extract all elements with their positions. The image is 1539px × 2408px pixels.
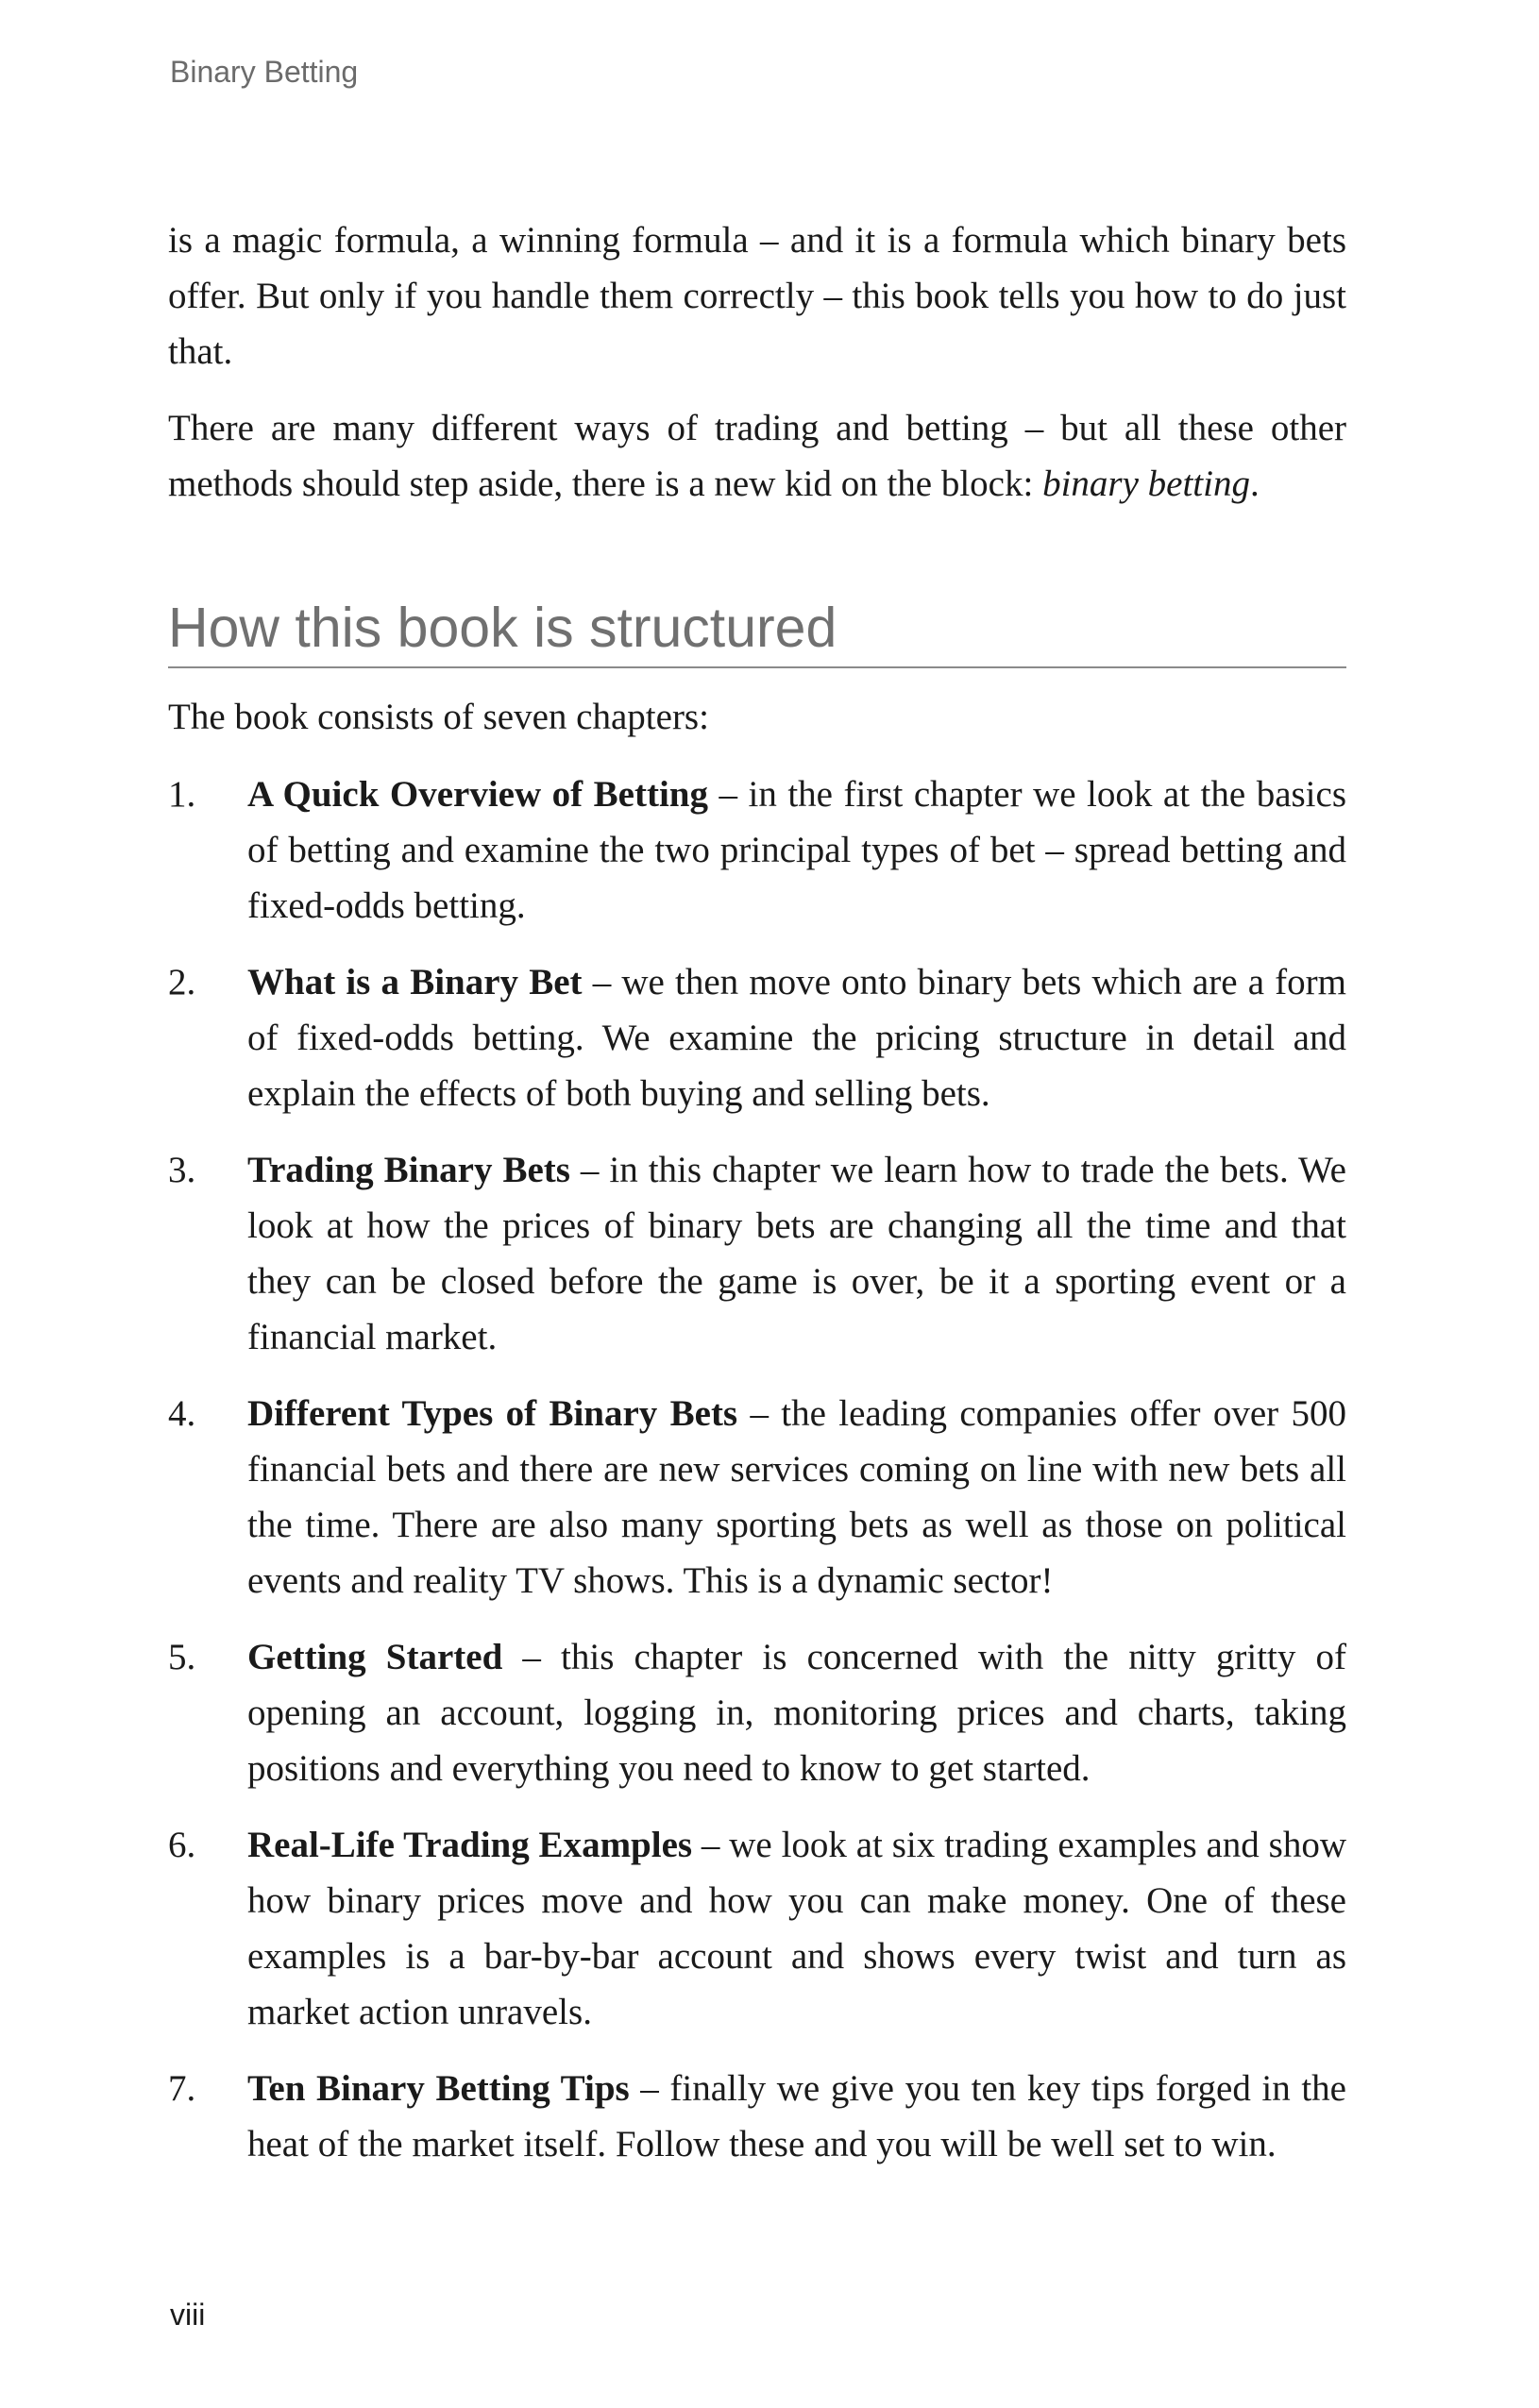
list-item-number: 7. <box>168 2068 196 2109</box>
chapter-title: Real-Life Trading Examples <box>247 1825 693 1865</box>
list-item <box>168 1817 1346 2040</box>
list-item-number: 1. <box>168 774 196 815</box>
intro-paragraph-2-text: There are many different ways of trading and betting – but all these other methods should step aside, there is a new kid on the block: <box>168 408 1346 504</box>
chapter-description: – this chapter is concerned with the nitty gritty of opening an account, logging in, monitoring prices and charts, taking positions and everything you need to know to get started. <box>247 1637 1346 1789</box>
chapter-title: Trading Binary Bets <box>247 1150 570 1190</box>
list-item-text <box>247 1817 1346 2040</box>
list-item-number: 4. <box>168 1393 196 1434</box>
intro-paragraph-1: is a magic formula, a winning formula – and it is a formula which binary bets offer. But only if you handle them correctly – this book tells you how to do just that. <box>168 220 1346 372</box>
list-item-number: 6. <box>168 1825 196 1865</box>
chapter-title: A Quick Overview of Betting <box>247 774 708 815</box>
list-item-text <box>247 1386 1346 1608</box>
list-item <box>168 1386 1346 1608</box>
running-header: Binary Betting <box>170 55 359 89</box>
list-item <box>168 766 1346 934</box>
list-item <box>168 1629 1346 1796</box>
chapter-title: What is a Binary Bet <box>247 962 583 1002</box>
intro-paragraph-2 <box>168 400 1346 512</box>
chapter-description: – in the first chapter we look at the basics of betting and examine the two principal types of bet – spread betting and fixed-odds betting. <box>247 774 1347 926</box>
list-item-text <box>247 766 1346 934</box>
chapter-description: – we then move onto binary bets which are a form of fixed-odds betting. We examine the pricing structure in detail and explain the effects of both buying and selling bets. <box>247 962 1346 1114</box>
list-item-text <box>247 954 1346 1121</box>
page-number: viii <box>170 2298 206 2332</box>
chapter-description: – in this chapter we learn how to trade the bets. We look at how the prices of binary bets are changing all the time and that they can be closed before the game is over, be it a sporting event or a financial market. <box>247 1150 1346 1357</box>
chapter-title: Ten Binary Betting Tips <box>247 2068 630 2109</box>
intro-paragraph-2-end: . <box>1249 463 1260 504</box>
section-heading: How this book is structured <box>168 595 1346 668</box>
section-lead <box>168 689 1346 745</box>
list-item-number: 3. <box>168 1150 196 1190</box>
list-item-number: 2. <box>168 962 196 1002</box>
list-item-text <box>247 2061 1346 2172</box>
chapter-list <box>168 766 1346 2193</box>
list-item <box>168 1142 1346 1365</box>
intro-emphasis: binary betting <box>1042 463 1250 504</box>
section-lead-text: The book consists of seven chapters: <box>168 697 709 737</box>
chapter-title: Different Types of Binary Bets <box>247 1393 738 1434</box>
chapter-description: – the leading companies offer over 500 financial bets and there are new services coming on line with new bets all the time. There are also many sporting bets as well as those on political events and reality TV shows. This is a dynamic sector! <box>247 1393 1346 1601</box>
list-item-text <box>247 1629 1346 1796</box>
chapter-description: – we look at six trading examples and show how binary prices move and how you can make money. One of these examples is a bar-by-bar account and shows every twist and turn as market action unravels. <box>247 1825 1346 2032</box>
chapter-description: – finally we give you ten key tips forged in the heat of the market itself. Follow these and you will be well set to win. <box>247 2068 1346 2164</box>
list-item <box>168 2061 1346 2172</box>
chapter-title: Getting Started <box>247 1637 503 1677</box>
list-item-number: 5. <box>168 1637 196 1677</box>
list-item <box>168 954 1346 1121</box>
list-item-text <box>247 1142 1346 1365</box>
intro-text <box>168 212 1346 512</box>
